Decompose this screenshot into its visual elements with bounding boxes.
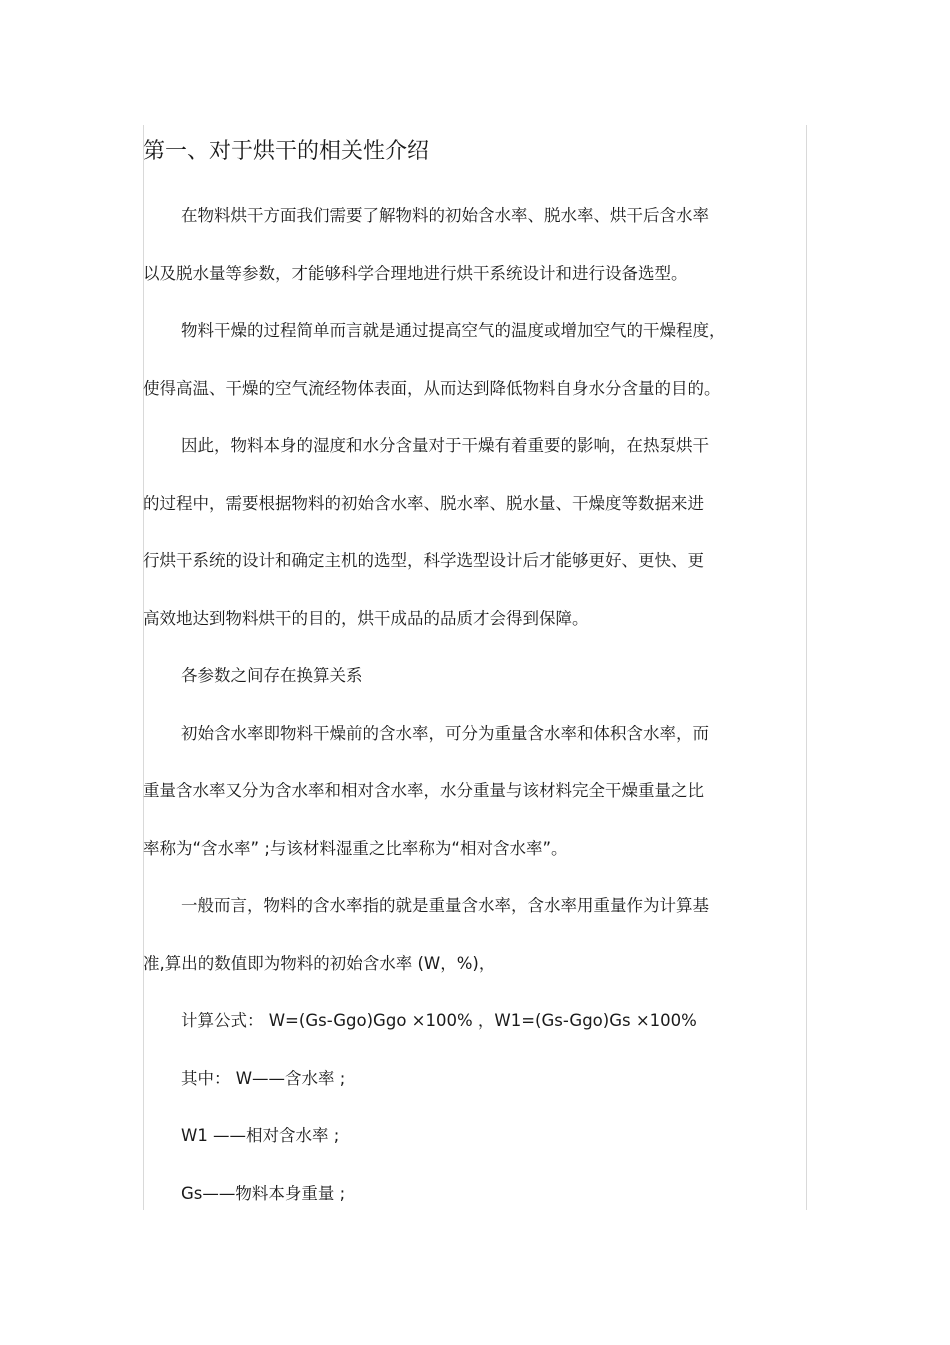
formula-line: 计算公式： W=(Gs-Ggo)Ggo ×100% ，W1=(Gs-Ggo)Gs ×100% xyxy=(181,1011,697,1030)
text-line-1: 在物料烘干方面我们需要了解物料的初始含水率、脱水率、烘干后含水率 xyxy=(181,206,709,225)
definition-w: 其中： W——含水率 ; xyxy=(181,1068,346,1088)
definition-w1: W1 ——相对含水率 ; xyxy=(181,1126,340,1145)
text-line-8: 高效地达到物料烘干的目的，烘干成品的品质才会得到保障。 xyxy=(143,608,589,628)
document-body xyxy=(143,136,783,1240)
text-line-12: 率称为“含水率” ;与该材料湿重之比率称为“相对含水率”。 xyxy=(143,838,568,858)
text-line-5: 因此，物料本身的湿度和水分含量对于干燥有着重要的影响，在热泵烘干 xyxy=(181,436,709,455)
definition-gs: Gs——物料本身重量 ; xyxy=(181,1183,346,1203)
text-line-10: 初始含水率即物料干燥前的含水率，可分为重量含水率和体积含水率，而 xyxy=(181,723,709,743)
page-right-border xyxy=(806,125,807,1210)
text-line-11: 重量含水率又分为含水率和相对含水率，水分重量与该材料完全干燥重量之比 xyxy=(143,781,704,800)
section-title: 第一、对于烘干的相关性介绍 xyxy=(143,139,430,164)
text-line-6: 的过程中，需要根据物料的初始含水率、脱水率、脱水量、干燥度等数据来进 xyxy=(143,493,704,513)
title-spacing xyxy=(143,168,783,205)
text-line-14: 准,算出的数值即为物料的初始含水率 (W，%)， xyxy=(143,953,496,973)
text-line-7: 行烘干系统的设计和确定主机的选型，科学选型设计后才能够更好、更快、更 xyxy=(143,551,704,570)
text-line-3: 物料干燥的过程简单而言就是通过提高空气的温度或增加空气的干燥程度， xyxy=(181,321,726,340)
text-line-2: 以及脱水量等参数，才能够科学合理地进行烘干系统设计和进行设备选型。 xyxy=(143,263,688,283)
text-line-4: 使得高温、干燥的空气流经物体表面，从而达到降低物料自身水分含量的目的。 xyxy=(143,378,721,398)
text-line-13: 一般而言，物料的含水率指的就是重量含水率，含水率用重量作为计算基 xyxy=(181,896,709,915)
text-line-9: 各参数之间存在换算关系 xyxy=(181,666,363,685)
